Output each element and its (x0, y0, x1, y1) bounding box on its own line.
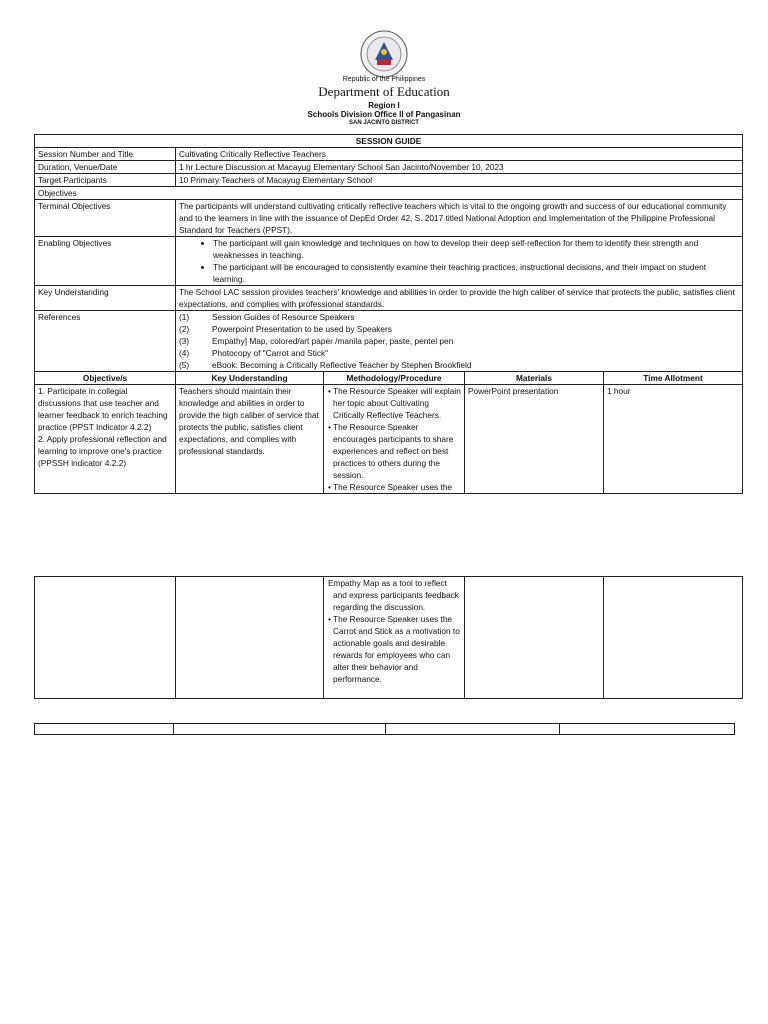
table-cell (35, 724, 174, 735)
list-item: Empathy Map as a tool to reflect and express participants feedback regarding the discussion. (328, 578, 459, 613)
district-name: SAN JACINTO DISTRICT (349, 120, 419, 126)
reference-number: (4) (179, 348, 190, 359)
table-row (35, 311, 743, 372)
list-item: • The participant will gain knowledge and techniques on how to develop their deep self-reflection for them to identify their strength and weaknesses in teaching. (213, 237, 739, 261)
reference-text: Session Guides of Resource Speakers (212, 312, 355, 323)
reference-number: (1) (179, 312, 190, 323)
references-label: References (35, 311, 176, 372)
key-understanding-value: The School LAC session provides teachers' knowledge and abilities in order to provide the high caliber of service that protects the public, satisfies client expectations, and complies with professional standards. (176, 286, 743, 311)
table-header-row (35, 372, 743, 385)
column-header: Key Understanding (176, 372, 324, 385)
table-row (35, 187, 743, 200)
session-title-value: Cultivating Critically Reflective Teachers (176, 148, 743, 161)
table-row (35, 385, 743, 494)
table-row (35, 577, 743, 699)
table-cell (560, 724, 735, 735)
session-title-label: Session Number and Title (35, 148, 176, 161)
table-row (35, 161, 743, 174)
reference-text: Empathy] Map, colored/art paper /manila paper, paste, pentel pen (212, 336, 454, 347)
objectives-cell (35, 577, 176, 699)
time-allotment-cell: 1 hour (604, 385, 743, 494)
materials-cell (465, 577, 604, 699)
enabling-objectives-label: Enabling Objectives (35, 237, 176, 286)
table-cell (174, 724, 386, 735)
list-item: • The Resource Speaker uses the (328, 482, 453, 493)
participants-label: Target Participants (35, 174, 176, 187)
objectives-label: Objectives (35, 187, 743, 200)
key-understanding-cell (176, 577, 324, 699)
table-row (35, 200, 743, 237)
table-row (35, 174, 743, 187)
list-item: • The Resource Speaker will explain her topic about Cultivating Critically Reflective Teachers. (328, 386, 461, 421)
key-understanding-cell: Teachers should maintain their knowledge and abilities in order to provide the high caliber of service that protects the public, satisfies client expectations, and complies with professional standards. (176, 385, 324, 494)
enabling-objectives-value (176, 237, 743, 286)
column-header: Materials (465, 372, 604, 385)
methodology-cell (324, 577, 465, 699)
list-item (179, 323, 739, 335)
deped-seal-icon (360, 30, 408, 78)
terminal-objectives-value: The participants will understand cultivating critically reflective teachers which is vital to the ongoing growth and success of our educational community and to the learners in line with the issuance of DepEd Order 42, S. 2017 titled National Adoption and Implementation of the Philippine Professional Standard for Teachers (PPST). (176, 200, 743, 237)
session-guide-table (34, 134, 743, 372)
list-item (179, 335, 739, 347)
list-item: • The Resource Speaker encourages participants to share experiences and reflect on best practices to others during the session. (328, 422, 454, 481)
references-value (176, 311, 743, 372)
list-item: • The participant will be encouraged to consistently examine their teaching practices, instructional decisions, and their impact on student learning. (213, 261, 739, 285)
lesson-plan-table (34, 371, 743, 494)
reference-text: eBook: Becoming a Critically Reflective Teacher by Stephen Brookfield (212, 360, 472, 371)
table-row (35, 286, 743, 311)
table-cell (386, 724, 560, 735)
list-item (179, 359, 739, 371)
division-name: Schools Division Office II of Pangasinan (307, 110, 461, 119)
time-allotment-cell (604, 577, 743, 699)
participants-value: 10 Primary Teachers of Macayug Elementary School (176, 174, 743, 187)
materials-cell: PowerPoint presentation (465, 385, 604, 494)
department-name: Department of Education (318, 84, 450, 99)
document-header (0, 30, 768, 126)
reference-text: Photocopy of "Carrot and Stick" (212, 348, 329, 359)
objectives-cell: 1. Participate in collegial discussions that use teacher and learner feedback to enrich teaching practice (PPST Indicator 4.2.2) 2. Apply professional reflection and learning to improve one's practice (PPSSH indicator 4.2.2) (35, 385, 176, 494)
session-guide-title: SESSION GUIDE (35, 135, 743, 148)
reference-number: (5) (179, 360, 190, 371)
list-item (179, 311, 739, 323)
column-header: Objective/s (35, 372, 176, 385)
methodology-cell (324, 385, 465, 494)
terminal-objectives-label: Terminal Objectives (35, 200, 176, 237)
region-name: Region I (368, 101, 400, 110)
reference-number: (2) (179, 324, 190, 335)
reference-text: Powerpoint Presentation to be used by Speakers (212, 324, 392, 335)
list-item (179, 347, 739, 359)
table-row (35, 148, 743, 161)
table-row (35, 237, 743, 286)
reference-number: (3) (179, 336, 190, 347)
table-row (35, 724, 735, 735)
lesson-plan-continuation-table (34, 576, 743, 699)
enabling-objectives-list (179, 237, 739, 285)
column-header: Time Allotment (604, 372, 743, 385)
duration-value: 1 hr Lecture Discussion at Macayug Elementary School San Jacinto/November 10, 2023 (176, 161, 743, 174)
duration-label: Duration, Venue/Date (35, 161, 176, 174)
republic-text: Republic of the Philippines (342, 76, 426, 83)
list-item: • The Resource Speaker uses the Carrot and Stick as a motivation to actionable goals and desirable rewards for employees who can alter their behavior and performance. (328, 614, 460, 685)
column-header: Methodology/Procedure (324, 372, 465, 385)
blank-table (34, 723, 735, 735)
key-understanding-label: Key Understanding (35, 286, 176, 311)
